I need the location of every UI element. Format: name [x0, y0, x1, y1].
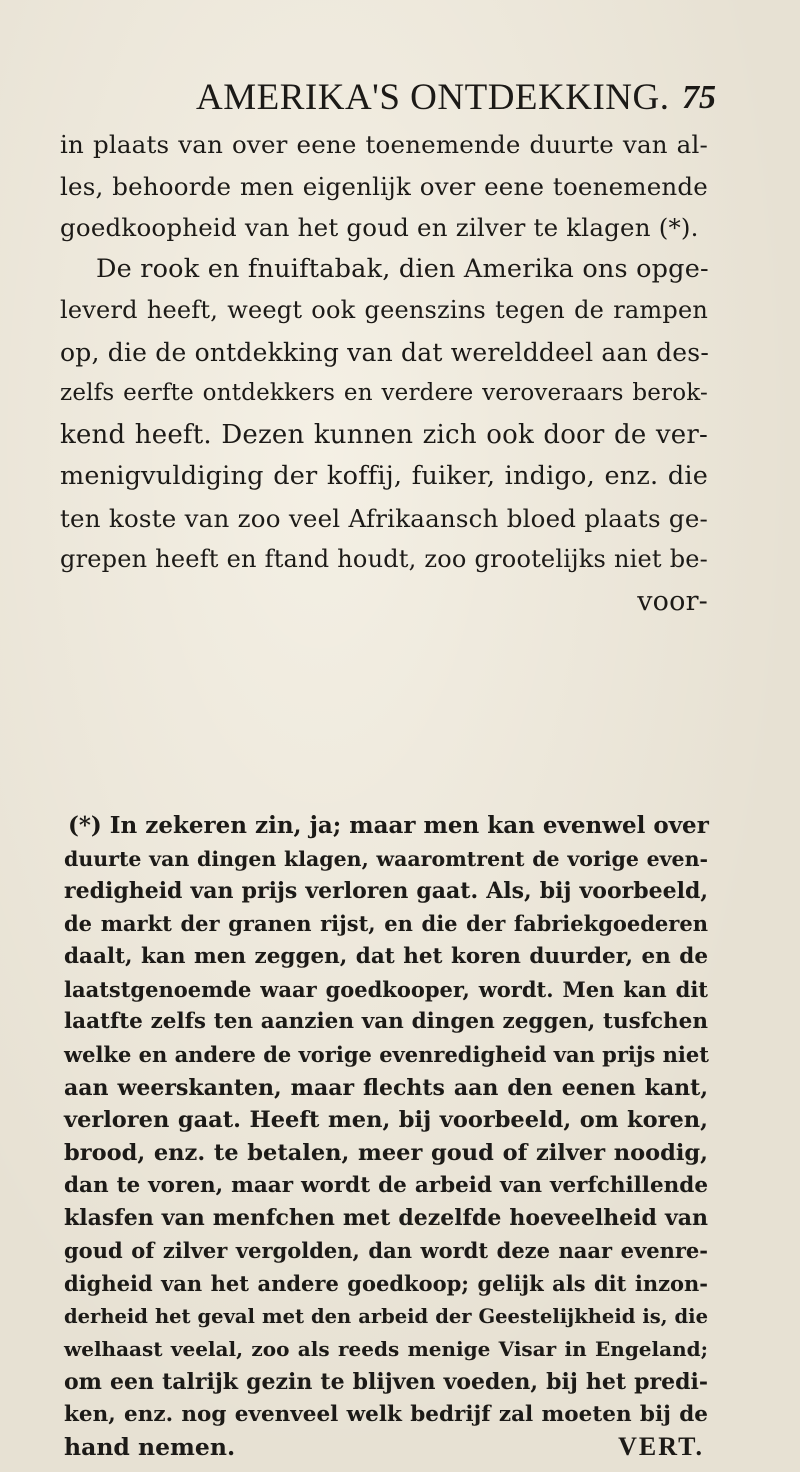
- text-line: leverd heeft, weegt ook geenszins tegen de rampen: [60, 296, 708, 324]
- footnote-line: laatstgenoemde waar goedkooper, wordt. Men kan dit: [64, 976, 708, 1002]
- footnote-line: ken, enz. nog evenveel welk bedrijf zal moeten bij de: [64, 1401, 708, 1427]
- footnote-line: dan te voren, maar wordt de arbeid van verfchillende: [64, 1172, 708, 1198]
- text-line: op, die de ontdekking van dat werelddeel aan des-: [60, 337, 709, 367]
- footnote-line: redigheid van prijs verloren gaat. Als, bij voorbeeld,: [64, 878, 708, 905]
- footnote-line: goud of zilver vergolden, dan wordt deze naar evenre-: [64, 1238, 708, 1264]
- footnote-line: verloren gaat. Heeft men, bij voorbeeld, om koren,: [64, 1107, 708, 1134]
- footnote-line: om een talrijk gezin te blijven voeden, bij het predi-: [64, 1368, 708, 1395]
- footnote-line: daalt, kan men zeggen, dat het koren duurder, en de: [64, 943, 708, 969]
- translator-signature: VERT.: [618, 1432, 704, 1462]
- running-title: AMERIKA'S ONTDEKKING.: [196, 77, 670, 118]
- footnote-line: welke en andere de vorige evenredigheid van prijs niet: [64, 1041, 709, 1067]
- footnote-line: de markt der granen rijst, en die der fabriekgoederen: [64, 911, 708, 937]
- footnote-line: laatfte zelfs ten aanzien van dingen zeggen, tusfchen: [64, 1009, 708, 1035]
- text-line: ten koste van zoo veel Afrikaansch bloed plaats ge-: [60, 503, 708, 533]
- footnote-line: hand nemen.: [64, 1433, 236, 1462]
- footnote-line: duurte van dingen klagen, waaromtrent de vorige even-: [64, 846, 708, 871]
- running-head: [196, 74, 716, 122]
- text-line: goedkoopheid van het goud en zilver te klagen (*).: [60, 213, 699, 242]
- page-number: 75: [682, 79, 716, 116]
- footnote-line: digheid van het andere goedkoop; gelijk als dit inzon-: [64, 1270, 708, 1296]
- footnote-line: brood, enz. te betalen, meer goud of zilver noodig,: [64, 1140, 708, 1167]
- text-line: menigvuldiging der koffij, fuiker, indigo, enz. die: [60, 461, 708, 491]
- catchword: voor-: [637, 585, 708, 617]
- footnote-line: aan weerskanten, maar flechts aan den eenen kant,: [64, 1074, 708, 1101]
- text-line: zelfs eerfte ontdekkers en verdere veroveraars berok-: [60, 380, 708, 406]
- text-line: grepen heeft en ftand houdt, zoo grootelijks niet be-: [60, 545, 708, 573]
- main-text: [60, 124, 708, 622]
- footnote: [64, 810, 708, 1464]
- footnote-line: (*) In zekeren zin, ja; maar men kan evenwel over: [68, 812, 709, 839]
- text-line: kend heeft. Dezen kunnen zich ook door de ver-: [60, 419, 708, 450]
- text-line: les, behoorde men eigenlijk over eene toenemende: [60, 171, 708, 201]
- footnote-line: klasfen van menfchen met dezelfde hoeveelheid van: [64, 1205, 708, 1232]
- footnote-last-line: [64, 1431, 708, 1464]
- text-line: De rook en fnuiftabak, dien Amerika ons opge-: [96, 253, 709, 284]
- text-line: in plaats van over eene toenemende duurte van al-: [60, 130, 708, 159]
- footnote-line: derheid het geval met den arbeid der Geestelijkheid is, die: [64, 1304, 708, 1328]
- footnote-line: welhaast veelal, zoo als reeds menige Visar in Engeland;: [64, 1337, 708, 1362]
